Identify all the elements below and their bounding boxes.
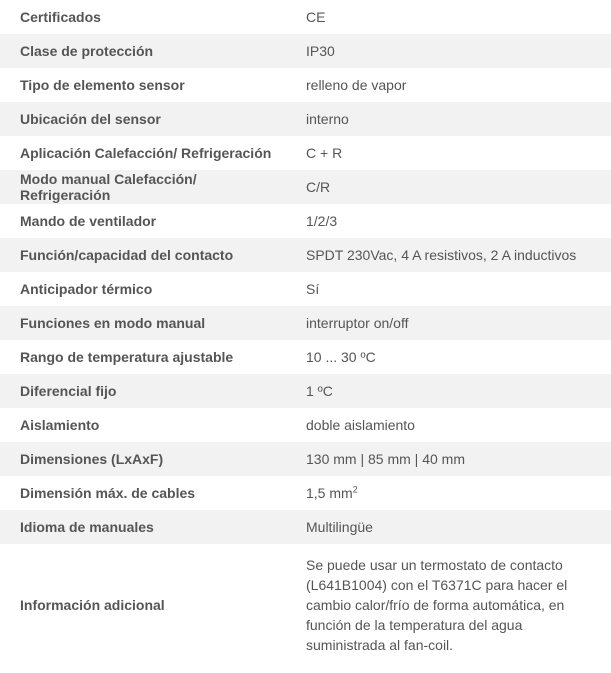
spec-value: Se puede usar un termostato de contacto (L641B1004) con el T6371C para hacer el cambio calor/frío de forma automática, en función de la temperatura del agua suministrada al fan-coil. (306, 556, 568, 653)
spec-row-funcion-contacto (0, 238, 611, 272)
spec-row-modo-manual (0, 170, 611, 204)
spec-value: 130 mm | 85 mm | 40 mm (294, 442, 611, 476)
spec-label: Información adicional (20, 596, 165, 613)
spec-row-anticipador (0, 272, 611, 306)
spec-row-aplicacion (0, 136, 611, 170)
spec-value: 1/2/3 (306, 213, 338, 229)
spec-label: Dimensión máx. de cables (20, 485, 196, 501)
spec-label: Aislamiento (20, 417, 100, 433)
spec-value: Sí (306, 281, 320, 297)
spec-value: C/R (294, 170, 611, 204)
spec-label: Funciones en modo manual (0, 306, 294, 340)
spec-row-dimension-cables (0, 476, 611, 510)
spec-value: interno (294, 102, 611, 136)
spec-label: Aplicación Calefacción/ Refrigeración (20, 145, 272, 161)
spec-label: Mando de ventilador (20, 213, 157, 229)
spec-row-informacion-adicional (0, 544, 611, 665)
spec-label: Dimensiones (LxAxF) (0, 442, 294, 476)
spec-label: Rango de temperatura ajustable (20, 349, 234, 365)
spec-row-idioma (0, 510, 611, 544)
spec-row-aislamiento (0, 408, 611, 442)
spec-row-mando-ventilador (0, 204, 611, 238)
spec-value: doble aislamiento (306, 417, 415, 433)
spec-value: IP30 (294, 34, 611, 68)
spec-value-superscript: 2 (352, 484, 358, 495)
spec-label: Ubicación del sensor (0, 102, 294, 136)
spec-label: Idioma de manuales (0, 510, 294, 544)
spec-label: Certificados (20, 9, 101, 25)
spec-label: Tipo de elemento sensor (20, 77, 185, 93)
spec-value: Multilingüe (294, 510, 611, 544)
spec-row-dimensiones (0, 442, 611, 476)
spec-value: C + R (306, 145, 343, 161)
spec-label: Modo manual Calefacción/ Refrigeración (0, 170, 294, 204)
spec-row-clase-proteccion (0, 34, 611, 68)
spec-row-certificados (0, 0, 611, 34)
spec-value: CE (306, 9, 326, 25)
spec-value-text: 1,5 mm (306, 485, 353, 501)
spec-value: SPDT 230Vac, 4 A resistivos, 2 A inductivos (294, 238, 611, 272)
spec-value: relleno de vapor (306, 77, 407, 93)
spec-row-tipo-sensor (0, 68, 611, 102)
spec-label: Clase de protección (0, 34, 294, 68)
spec-label: Anticipador térmico (20, 281, 153, 297)
spec-row-rango-temperatura (0, 340, 611, 374)
spec-value: 1 ºC (294, 374, 611, 408)
spec-row-funciones-manual (0, 306, 611, 340)
spec-value: interruptor on/off (294, 306, 611, 340)
spec-value (294, 476, 611, 510)
spec-label: Función/capacidad del contacto (0, 238, 294, 272)
spec-label: Diferencial fijo (0, 374, 294, 408)
spec-row-ubicacion-sensor (0, 102, 611, 136)
spec-value: 10 ... 30 ºC (306, 349, 376, 365)
spec-row-diferencial (0, 374, 611, 408)
